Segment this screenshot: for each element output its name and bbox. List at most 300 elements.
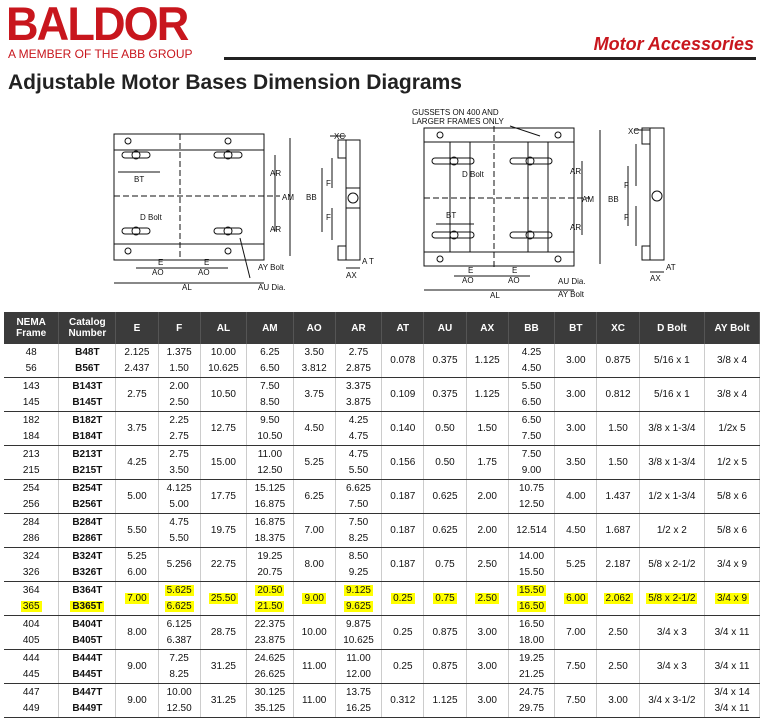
table-cell	[158, 582, 200, 616]
table-cell	[59, 412, 116, 446]
cell-value: 10.75	[519, 482, 545, 494]
cell-value: 3/8 x 1-3/4	[648, 456, 696, 468]
cell-value: 3.50	[566, 456, 586, 468]
table-cell	[597, 480, 639, 514]
table-cell	[424, 684, 466, 718]
column-header: AU	[424, 312, 466, 344]
table-cell	[555, 616, 597, 650]
table-cell	[424, 616, 466, 650]
cell-value: 12.50	[257, 464, 283, 476]
table-cell	[293, 548, 335, 582]
cell-value: 12.50	[519, 498, 545, 510]
cell-value: 449	[22, 702, 40, 714]
cell-value: 7.50	[348, 498, 369, 510]
cell-value: 48	[25, 346, 37, 358]
cell-value: 404	[22, 618, 40, 630]
cell-value: 9.00	[304, 592, 324, 604]
left-au-label: AU Dia.	[258, 283, 286, 292]
cell-value: 3.812	[301, 362, 327, 374]
cell-value: 19.75	[210, 524, 236, 536]
cell-value: 4.75	[348, 448, 369, 460]
cell-value: 2.062	[605, 592, 631, 604]
cell-value: 28.75	[210, 626, 236, 638]
cell-value: 0.140	[390, 422, 416, 434]
table-cell	[158, 480, 200, 514]
cell-value: 16.25	[345, 702, 371, 714]
table-cell	[59, 684, 116, 718]
table-cell	[597, 446, 639, 480]
cell-value: 8.00	[127, 626, 147, 638]
cell-value: 14.00	[519, 550, 545, 562]
table-cell	[466, 684, 508, 718]
table-cell	[466, 378, 508, 412]
cell-value: 2.125	[124, 346, 150, 358]
right-au-label: AU Dia.	[558, 277, 586, 286]
cell-value: 143	[22, 380, 40, 392]
right-f2-label: F	[624, 213, 629, 222]
cell-value: 7.50	[521, 430, 542, 442]
cell-value: B286T	[72, 532, 103, 544]
right-at-label: AT	[666, 263, 676, 272]
column-header: AR	[335, 312, 381, 344]
table-cell	[4, 412, 59, 446]
table-cell	[705, 480, 760, 514]
cell-value: 0.375	[432, 354, 458, 366]
cell-value: B405T	[72, 634, 103, 646]
table-cell	[293, 616, 335, 650]
cell-value: B215T	[72, 464, 103, 476]
table-cell	[639, 650, 704, 684]
table-cell	[158, 378, 200, 412]
table-row	[4, 684, 760, 718]
cell-value: B56T	[75, 362, 100, 374]
table-cell	[555, 446, 597, 480]
table-row	[4, 548, 760, 582]
cell-value: 5.50	[348, 464, 369, 476]
cell-value: 4.50	[304, 422, 324, 434]
cell-value: 0.187	[390, 524, 416, 536]
table-header-row	[4, 312, 760, 344]
cell-value: 1.125	[474, 388, 500, 400]
cell-value: 0.875	[605, 354, 631, 366]
table-cell	[466, 480, 508, 514]
table-cell	[293, 446, 335, 480]
cell-value: 9.125	[345, 584, 371, 596]
cell-value: 12.00	[345, 668, 371, 680]
table-cell	[116, 514, 158, 548]
table-cell	[4, 548, 59, 582]
table-cell	[508, 514, 554, 548]
cell-value: B449T	[72, 702, 103, 714]
cell-value: 8.25	[348, 532, 369, 544]
table-cell	[247, 514, 293, 548]
cell-value: 5.50	[521, 380, 542, 392]
table-cell	[424, 650, 466, 684]
cell-value: B445T	[72, 668, 103, 680]
cell-value: 145	[22, 396, 40, 408]
cell-value: 1/2 x 5	[717, 456, 748, 468]
right-ao1-label: AO	[462, 276, 474, 285]
table-cell	[508, 650, 554, 684]
table-row	[4, 412, 760, 446]
table-cell	[247, 582, 293, 616]
table-cell	[555, 548, 597, 582]
column-header: AY Bolt	[705, 312, 760, 344]
table-cell	[247, 616, 293, 650]
cell-value: 5/8 x 6	[717, 524, 748, 536]
cell-value: 213	[22, 448, 40, 460]
cell-value: 365	[22, 600, 40, 612]
left-bt-label: BT	[134, 175, 145, 184]
cell-value: 7.50	[348, 516, 369, 528]
cell-value: 22.375	[254, 618, 286, 630]
table-cell	[247, 480, 293, 514]
cell-value: 7.25	[169, 652, 189, 664]
cell-value: 3/4 x 9	[717, 592, 748, 604]
cell-value: 29.75	[519, 702, 545, 714]
cell-value: 12.514	[516, 524, 547, 536]
cell-value: 6.25	[260, 346, 280, 358]
cell-value: 2.50	[169, 396, 189, 408]
cell-value: 2.25	[169, 414, 189, 426]
cell-value: 8.25	[169, 668, 189, 680]
table-cell	[382, 412, 424, 446]
table-cell	[555, 684, 597, 718]
right-ax-label: AX	[650, 274, 661, 283]
cell-value: 9.625	[345, 600, 371, 612]
right-bt-label: BT	[446, 211, 457, 220]
left-al-label: AL	[182, 283, 192, 292]
cell-value: 182	[22, 414, 40, 426]
left-am-label: AM	[282, 193, 294, 202]
cell-value: 25.50	[210, 592, 236, 604]
right-ay-label: AY Bolt	[558, 290, 584, 299]
table-cell	[293, 582, 335, 616]
cell-value: 2.50	[477, 558, 497, 570]
left-dbolt-label: D Bolt	[140, 213, 162, 222]
table-cell	[639, 412, 704, 446]
left-e2-label: E	[204, 258, 210, 267]
cell-value: 26.625	[254, 668, 286, 680]
table-cell	[508, 344, 554, 378]
table-row	[4, 582, 760, 616]
cell-value: 4.75	[348, 430, 369, 442]
cell-value: 9.00	[127, 660, 147, 672]
cell-value: 15.50	[519, 566, 545, 578]
table-row	[4, 616, 760, 650]
cell-value: 3/8 x 4	[717, 354, 748, 366]
cell-value: B447T	[72, 686, 103, 698]
cell-value: 17.75	[210, 490, 236, 502]
table-cell	[705, 684, 760, 718]
right-bb-label: BB	[608, 195, 619, 204]
cell-value: 3.50	[304, 346, 324, 358]
cell-value: 444	[22, 652, 40, 664]
table-cell	[639, 378, 704, 412]
cell-value: 3.00	[477, 626, 497, 638]
cell-value: 1.125	[474, 354, 500, 366]
cell-value: 1.50	[608, 422, 628, 434]
cell-value: 11.00	[346, 652, 371, 664]
cell-value: 4.25	[127, 456, 147, 468]
table-cell	[424, 344, 466, 378]
table-cell	[555, 378, 597, 412]
column-header: AM	[247, 312, 293, 344]
cell-value: 7.00	[304, 524, 324, 536]
table-cell	[293, 378, 335, 412]
table-cell	[382, 514, 424, 548]
cell-value: B326T	[72, 566, 103, 578]
cell-value: B404T	[72, 618, 103, 630]
cell-value: B254T	[72, 482, 103, 494]
table-cell	[424, 548, 466, 582]
table-cell	[335, 514, 381, 548]
table-cell	[705, 616, 760, 650]
table-cell	[705, 412, 760, 446]
table-cell	[639, 548, 704, 582]
cell-value: 0.625	[432, 490, 458, 502]
cell-value: 19.25	[257, 550, 283, 562]
table-cell	[424, 378, 466, 412]
cell-value: 16.50	[519, 600, 545, 612]
cell-value: 35.125	[254, 702, 286, 714]
right-ar-top-label: AR	[570, 167, 582, 176]
cell-value: 286	[22, 532, 40, 544]
table-row	[4, 650, 760, 684]
cell-value: 0.156	[390, 456, 416, 468]
cell-value: 24.75	[519, 686, 545, 698]
table-cell	[508, 446, 554, 480]
table-cell	[466, 412, 508, 446]
left-bb-label: BB	[306, 193, 317, 202]
table-cell	[555, 412, 597, 446]
table-cell	[335, 684, 381, 718]
cell-value: 0.875	[432, 626, 458, 638]
table-cell	[466, 514, 508, 548]
table-cell	[158, 412, 200, 446]
table-cell	[158, 650, 200, 684]
cell-value: 447	[22, 686, 40, 698]
cell-value: 24.625	[254, 652, 286, 664]
cell-value: 0.875	[432, 660, 458, 672]
table-cell	[639, 684, 704, 718]
table-cell	[382, 480, 424, 514]
right-am-label: AM	[582, 195, 594, 204]
column-header: Catalog Number	[59, 312, 116, 344]
left-at-label: A T	[362, 257, 374, 266]
cell-value: 0.812	[605, 388, 631, 400]
cell-value: 1.75	[477, 456, 497, 468]
left-ay-label: AY Bolt	[258, 263, 284, 272]
table-cell	[247, 412, 293, 446]
right-f1-label: F	[624, 181, 629, 190]
table-cell	[335, 582, 381, 616]
cell-value: 9.875	[345, 618, 371, 630]
cell-value: 256	[22, 498, 40, 510]
cell-value: 3/4 x 3-1/2	[648, 694, 696, 706]
cell-value: 6.50	[521, 414, 542, 426]
right-ar-bot-label: AR	[570, 223, 582, 232]
cell-value: 5.25	[304, 456, 324, 468]
cell-value: 5.00	[127, 490, 147, 502]
cell-value: 7.00	[566, 626, 586, 638]
cell-value: B284T	[72, 516, 103, 528]
table-cell	[555, 480, 597, 514]
cell-value: 0.187	[390, 490, 416, 502]
cell-value: 5/16 x 1	[654, 388, 690, 400]
cell-value: 2.437	[124, 362, 150, 374]
table-cell	[4, 344, 59, 378]
table-cell	[59, 582, 116, 616]
right-xc-label: XC	[628, 127, 640, 136]
cell-value: 5.256	[166, 558, 192, 570]
cell-value: 20.75	[257, 566, 283, 578]
cell-value: 9.00	[127, 694, 147, 706]
table-cell	[293, 412, 335, 446]
right-base-diagram	[410, 106, 690, 306]
cell-value: 9.50	[260, 414, 280, 426]
table-cell	[382, 548, 424, 582]
cell-value: 10.50	[210, 388, 236, 400]
table-cell	[597, 412, 639, 446]
table-cell	[508, 378, 554, 412]
table-cell	[424, 446, 466, 480]
table-cell	[158, 514, 200, 548]
cell-value: B48T	[75, 346, 100, 358]
header-rule	[224, 57, 756, 60]
table-cell	[466, 582, 508, 616]
table-cell	[597, 616, 639, 650]
column-header: BT	[555, 312, 597, 344]
table-cell	[116, 480, 158, 514]
cell-value: 3.50	[169, 464, 189, 476]
table-cell	[247, 650, 293, 684]
table-cell	[200, 616, 246, 650]
cell-value: 1/2x 5	[718, 422, 746, 434]
table-cell	[705, 378, 760, 412]
table-cell	[335, 548, 381, 582]
table-cell	[116, 446, 158, 480]
cell-value: 3/8 x 1-3/4	[648, 422, 696, 434]
right-gussets-label-2: LARGER FRAMES ONLY	[412, 117, 504, 126]
table-cell	[639, 446, 704, 480]
cell-value: 1.375	[166, 346, 192, 358]
cell-value: 2.875	[345, 362, 371, 374]
cell-value: 5.50	[169, 532, 189, 544]
table-cell	[335, 378, 381, 412]
cell-value: 0.078	[390, 354, 416, 366]
table-cell	[116, 548, 158, 582]
cell-value: 254	[22, 482, 40, 494]
table-cell	[335, 480, 381, 514]
cell-value: 4.00	[566, 490, 586, 502]
cell-value: 31.25	[210, 660, 236, 672]
cell-value: 2.00	[169, 380, 189, 392]
cell-value: 3/4 x 11	[714, 702, 750, 714]
cell-value: 9.00	[521, 464, 542, 476]
left-f1-label: F	[326, 179, 331, 188]
cell-value: 19.25	[519, 652, 545, 664]
table-cell	[705, 548, 760, 582]
cell-value: 0.375	[432, 388, 458, 400]
table-cell	[59, 480, 116, 514]
cell-value: 1/2 x 2	[656, 524, 687, 536]
cell-value: 0.50	[435, 422, 455, 434]
cell-value: 3.00	[566, 422, 586, 434]
table-cell	[597, 684, 639, 718]
cell-value: 0.25	[393, 592, 413, 604]
column-header: AX	[466, 312, 508, 344]
cell-value: 4.25	[348, 414, 369, 426]
cell-value: 2.75	[348, 346, 369, 358]
cell-value: 0.50	[435, 456, 455, 468]
table-cell	[466, 344, 508, 378]
page-title: Adjustable Motor Bases Dimension Diagrams	[8, 71, 462, 94]
cell-value: 4.50	[521, 362, 542, 374]
cell-value: 6.00	[127, 566, 147, 578]
table-cell	[382, 616, 424, 650]
cell-value: 12.75	[210, 422, 236, 434]
table-row	[4, 344, 760, 378]
table-cell	[4, 684, 59, 718]
left-ar-bot-label: AR	[270, 225, 282, 234]
cell-value: 6.50	[260, 362, 280, 374]
table-cell	[508, 582, 554, 616]
table-cell	[158, 684, 200, 718]
cell-value: 184	[22, 430, 40, 442]
cell-value: 3.00	[566, 388, 586, 400]
left-ao2-label: AO	[198, 268, 210, 277]
cell-value: 3/4 x 3	[656, 660, 687, 672]
cell-value: 6.125	[166, 618, 192, 630]
cell-value: 2.187	[605, 558, 631, 570]
cell-value: 11.00	[257, 448, 283, 460]
column-header: AL	[200, 312, 246, 344]
table-cell	[597, 344, 639, 378]
table-cell	[200, 378, 246, 412]
table-cell	[293, 684, 335, 718]
cell-value: B256T	[72, 498, 103, 510]
cell-value: 10.625	[343, 634, 374, 646]
cell-value: 3/4 x 9	[717, 558, 748, 570]
table-cell	[59, 378, 116, 412]
cell-value: B365T	[72, 600, 103, 612]
cell-value: 3.00	[566, 354, 586, 366]
table-cell	[158, 344, 200, 378]
table-cell	[293, 514, 335, 548]
cell-value: 13.75	[345, 686, 371, 698]
cell-value: 9.25	[348, 566, 369, 578]
table-cell	[200, 514, 246, 548]
table-cell	[293, 344, 335, 378]
table-cell	[597, 582, 639, 616]
cell-value: 11.00	[302, 660, 327, 672]
right-gussets-label-1: GUSSETS ON 400 AND	[412, 108, 499, 117]
table-cell	[200, 480, 246, 514]
table-cell	[158, 548, 200, 582]
cell-value: 4.50	[566, 524, 586, 536]
cell-value: 0.75	[435, 558, 455, 570]
cell-value: 1.437	[605, 490, 631, 502]
table-cell	[335, 412, 381, 446]
cell-value: 2.00	[477, 524, 497, 536]
cell-value: 15.125	[254, 482, 286, 494]
table-cell	[200, 344, 246, 378]
table-cell	[335, 344, 381, 378]
cell-value: 18.00	[519, 634, 545, 646]
cell-value: 6.625	[166, 600, 192, 612]
brand-tagline: A MEMBER OF THE ABB GROUP	[8, 47, 193, 61]
